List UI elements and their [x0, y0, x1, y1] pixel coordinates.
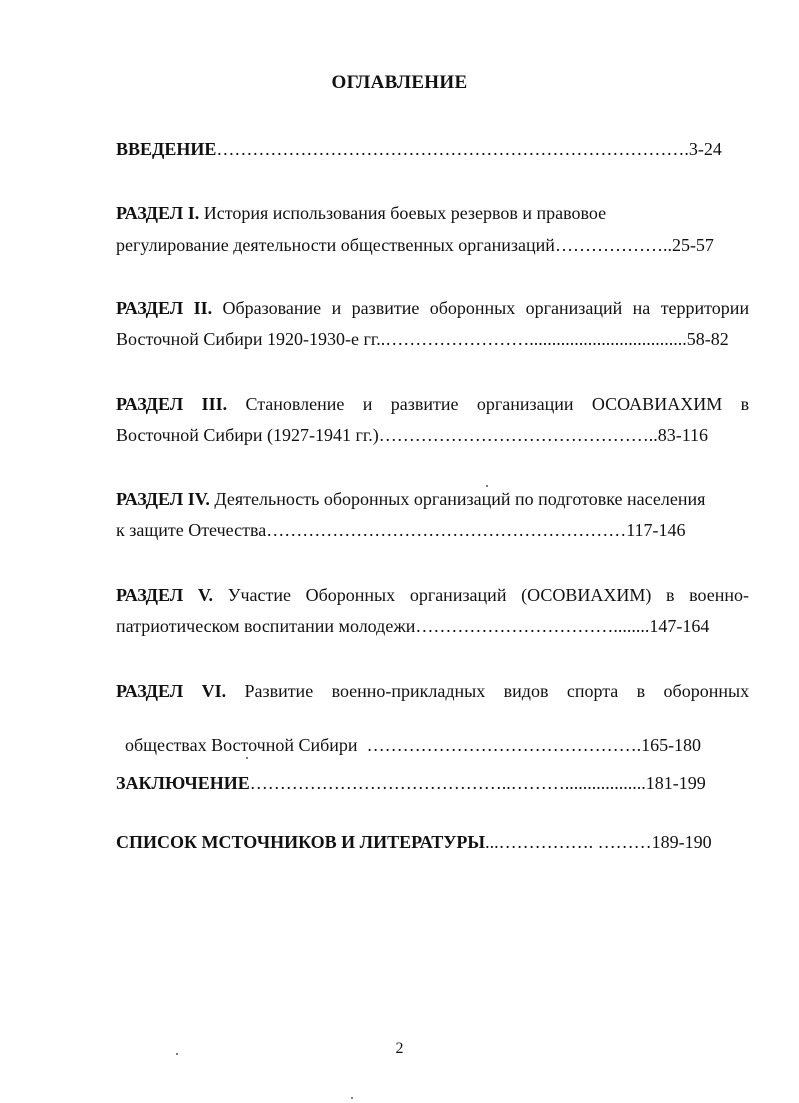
toc-heading: ВВЕДЕНИЕ: [116, 139, 217, 159]
toc-section-title-line2: патриотическом воспитании молодежи: [116, 616, 416, 636]
toc-page-range: 147-164: [649, 616, 710, 636]
toc-word: оборонных: [663, 681, 749, 701]
toc-heading: СПИСОК МСТОЧНИКОВ И ЛИТЕРАТУРЫ: [116, 832, 486, 852]
toc-dot-leader: ...……………. ………: [485, 832, 652, 852]
toc-page-range: 58-82: [686, 329, 729, 349]
toc-dot-leader: ……………………………………….: [366, 735, 642, 755]
toc-entry-section-5-cont[interactable]: [116, 614, 749, 638]
toc-word: ОСОАВИАХИМ: [591, 394, 723, 414]
toc-entry-sources[interactable]: [116, 830, 749, 854]
toc-entry-section-2-cont[interactable]: [116, 327, 749, 351]
toc-section-title-line1: Деятельность оборонных организаций по подготовке населения: [209, 489, 706, 509]
toc-word: территории: [660, 298, 749, 318]
toc-entry-section-1-cont[interactable]: [116, 233, 749, 257]
toc-page-range: 117-146: [626, 520, 686, 540]
toc-entry-conclusion[interactable]: [116, 771, 749, 795]
toc-word: в: [740, 394, 749, 414]
toc-section-title-line1: История использования боевых резервов и правовое: [199, 203, 607, 223]
toc-section-title-line2: регулирование деятельности общественных организаций: [116, 235, 555, 255]
toc-entry-section-6-cont[interactable]: [116, 709, 749, 757]
toc-word: на: [632, 298, 651, 318]
toc-section-label: РАЗДЕЛ IV.: [116, 489, 210, 509]
toc-dot-leader: ……………………………........: [415, 616, 650, 636]
toc-word: Участие: [227, 585, 291, 605]
toc-word: спорта: [566, 681, 619, 701]
toc-word: военно-прикладных: [331, 681, 486, 701]
toc-page-range: 181-199: [645, 773, 706, 793]
toc-word: видов: [503, 681, 549, 701]
toc-word: в: [636, 681, 646, 701]
toc-word: развитие: [390, 394, 459, 414]
toc-entry-section-6[interactable]: [116, 679, 749, 703]
toc-heading: ЗАКЛЮЧЕНИЕ: [116, 773, 250, 793]
toc-entry-section-4-cont[interactable]: [116, 518, 749, 542]
page-title: ОГЛАВЛЕНИЕ: [331, 72, 468, 93]
toc-section-title-line2: Восточной Сибири (1927-1941 гг.): [116, 425, 379, 445]
toc-page-range: 189-190: [651, 832, 712, 852]
toc-section-label: РАЗДЕЛ I.: [116, 203, 200, 223]
scan-speck: [486, 485, 488, 487]
toc-dot-leader: ………………..: [554, 235, 672, 255]
toc-section-label: РАЗДЕЛ III.: [116, 394, 228, 414]
toc-word: военно-: [689, 585, 749, 605]
scan-speck: [176, 1053, 178, 1055]
toc-dot-leader: ……………………………………………………………………: [216, 139, 685, 159]
toc-word: в: [665, 585, 675, 605]
toc-section-label: РАЗДЕЛ V.: [116, 585, 214, 605]
toc-section-title-line2: к защите Отечества: [116, 520, 267, 540]
toc-page-range: 25-57: [671, 235, 714, 255]
toc-entry-section-3-cont[interactable]: [116, 423, 749, 447]
toc-word: организаций: [409, 585, 507, 605]
toc-word: Оборонных: [305, 585, 396, 605]
toc-entry-section-1[interactable]: [116, 201, 749, 225]
toc-word: Образование: [222, 298, 322, 318]
toc-word: и: [331, 298, 342, 318]
toc-entry-section-2[interactable]: [116, 296, 749, 320]
toc-word: развитие: [351, 298, 420, 318]
toc-entry-section-3[interactable]: [116, 392, 749, 416]
toc-entry-section-5[interactable]: [116, 583, 749, 607]
toc-page-range: .3-24: [684, 139, 722, 159]
toc-section-title-line2: обществах Восточной Сибири: [125, 735, 367, 755]
scan-speck: [246, 757, 248, 759]
toc-word: оборонных: [429, 298, 516, 318]
toc-word: Развитие: [244, 681, 314, 701]
toc-section-title-line2: Восточной Сибири 1920-1930-е гг.: [116, 329, 381, 349]
page-number: 2: [395, 1040, 404, 1057]
toc-dot-leader: ……………………………………………………: [266, 520, 627, 540]
toc-word: (ОСОВИАХИМ): [521, 585, 652, 605]
toc-page-range: 83-116: [657, 425, 709, 445]
toc-page-range: 165-180: [641, 735, 702, 755]
toc-section-label: РАЗДЕЛ VI.: [116, 681, 227, 701]
toc-entry-section-4[interactable]: [116, 487, 749, 511]
toc-word: и: [362, 394, 373, 414]
toc-section-label: РАЗДЕЛ II.: [116, 298, 213, 318]
toc-dot-leader: ……………………………………..………..................: [249, 773, 646, 793]
toc-dot-leader: ………………………………………..: [378, 425, 658, 445]
scan-speck: [351, 1097, 353, 1099]
toc-word: организации: [476, 394, 574, 414]
toc-dot-leader: .……………………...................................: [380, 329, 687, 349]
toc-word: Становление: [245, 394, 345, 414]
toc-entry-introduction[interactable]: [116, 137, 749, 161]
toc-word: организаций: [525, 298, 623, 318]
